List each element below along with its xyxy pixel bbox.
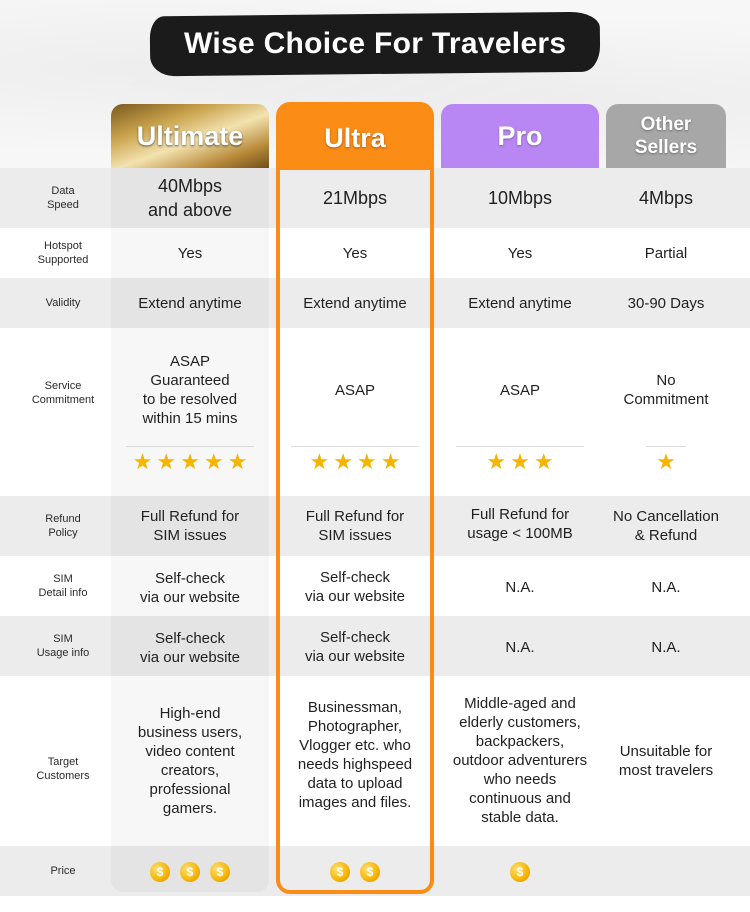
star-icon: ★ bbox=[357, 449, 377, 474]
row-label-refund bbox=[25, 496, 101, 556]
price-coins-other bbox=[606, 860, 726, 884]
cell-line: Unsuitable for bbox=[619, 743, 713, 760]
cell-line: Guaranteed bbox=[150, 372, 230, 389]
star-icon: ★ bbox=[132, 449, 153, 474]
label-line: Commitment bbox=[31, 394, 95, 406]
cell-validity-ultimate bbox=[111, 278, 269, 328]
cell-refund-ultra bbox=[276, 496, 434, 556]
label-line: Price bbox=[50, 865, 76, 877]
cell-line: 10Mbps bbox=[487, 188, 553, 208]
cell-line: video content bbox=[145, 743, 235, 760]
plan-name: Ultimate bbox=[136, 120, 244, 151]
row-label-sim-detail bbox=[25, 556, 101, 616]
dollar-coin-icon: $ bbox=[150, 862, 170, 882]
label-line: Validity bbox=[45, 297, 81, 309]
cell-hotspot-ultimate bbox=[111, 228, 269, 278]
cell-line: Extend anytime bbox=[303, 294, 407, 312]
divider bbox=[291, 446, 419, 447]
cell-service-ultra bbox=[276, 340, 434, 440]
cell-service-ultimate bbox=[111, 340, 269, 440]
plan-name-line: Sellers bbox=[634, 137, 698, 158]
cell-line: ASAP bbox=[499, 381, 541, 399]
cell-line: to be resolved bbox=[142, 391, 238, 408]
plan-header-other-sellers bbox=[606, 104, 726, 168]
row-label-sim-usage bbox=[25, 616, 101, 676]
cell-line: usage < 100MB bbox=[467, 525, 573, 542]
label-line: Detail info bbox=[38, 587, 88, 599]
label-line: Service bbox=[44, 380, 82, 392]
cell-refund-ultimate bbox=[111, 496, 269, 556]
cell-line: SIM issues bbox=[153, 527, 227, 544]
plan-header-pro bbox=[441, 104, 599, 168]
cell-line: via our website bbox=[304, 648, 406, 665]
cell-validity-ultra bbox=[276, 278, 434, 328]
price-coins-ultra bbox=[276, 860, 434, 884]
cell-line: 30-90 Days bbox=[627, 294, 705, 312]
label-line: Hotspot bbox=[44, 240, 82, 252]
cell-line: Businessman, bbox=[307, 699, 403, 716]
divider bbox=[126, 446, 254, 447]
cell-line: stable data. bbox=[481, 808, 559, 826]
cell-line: via our website bbox=[139, 649, 241, 666]
cell-line: Yes bbox=[342, 244, 368, 262]
cell-line: Extend anytime bbox=[138, 294, 242, 312]
cell-line: Middle-aged and bbox=[464, 694, 576, 712]
cell-line: Full Refund for bbox=[140, 508, 240, 525]
cell-line: Self-check bbox=[154, 570, 226, 587]
star-icon: ★ bbox=[203, 449, 224, 474]
cell-sim-detail-ultimate bbox=[111, 556, 269, 620]
cell-line: creators, bbox=[160, 762, 220, 779]
cell-line: Yes bbox=[177, 244, 203, 262]
cell-line: N.A. bbox=[505, 638, 535, 656]
row-label-validity bbox=[25, 278, 101, 328]
cell-line: N.A. bbox=[505, 578, 535, 596]
cell-validity-other bbox=[606, 278, 726, 328]
label-line: SIM bbox=[53, 633, 73, 645]
row-label-service bbox=[25, 328, 101, 458]
cell-line: professional bbox=[149, 781, 231, 798]
cell-line: and above bbox=[147, 200, 233, 220]
dollar-coin-icon: $ bbox=[330, 862, 350, 882]
dollar-coin-icon: $ bbox=[180, 862, 200, 882]
label-line: Customers bbox=[36, 769, 90, 782]
label-line: Refund bbox=[45, 513, 81, 525]
cell-line: No bbox=[656, 372, 676, 389]
cell-line: data to upload bbox=[307, 775, 403, 792]
cell-line: via our website bbox=[304, 588, 406, 605]
label-line: Speed bbox=[47, 199, 79, 211]
cell-sim-usage-pro bbox=[441, 616, 599, 678]
star-icon: ★ bbox=[227, 449, 248, 474]
star-rating-ultimate bbox=[111, 449, 269, 475]
dollar-coin-icon: $ bbox=[210, 862, 230, 882]
title-banner bbox=[150, 12, 601, 77]
plan-header-ultimate bbox=[111, 104, 269, 168]
cell-line: No Cancellation bbox=[613, 508, 719, 525]
cell-line: N.A. bbox=[651, 578, 681, 596]
star-icon: ★ bbox=[533, 449, 554, 474]
star-rating-ultra bbox=[276, 449, 434, 475]
cell-line: & Refund bbox=[634, 527, 698, 544]
cell-line: within 15 mins bbox=[142, 410, 238, 427]
star-icon: ★ bbox=[486, 449, 507, 474]
cell-refund-other bbox=[606, 496, 726, 556]
price-coins-pro bbox=[441, 860, 599, 884]
cell-target-ultimate bbox=[111, 696, 269, 826]
cell-target-other bbox=[606, 676, 726, 846]
cell-line: continuous and bbox=[469, 789, 571, 807]
row-label-target bbox=[25, 676, 101, 861]
cell-hotspot-other bbox=[606, 228, 726, 278]
plan-name-line: Other bbox=[640, 114, 692, 135]
cell-sim-detail-ultra bbox=[276, 556, 434, 618]
divider bbox=[646, 446, 686, 447]
cell-sim-usage-other bbox=[606, 616, 726, 678]
cell-line: Full Refund for bbox=[305, 508, 405, 525]
cell-sim-detail-pro bbox=[441, 556, 599, 618]
cell-service-pro bbox=[441, 340, 599, 440]
star-icon: ★ bbox=[380, 449, 401, 474]
cell-data-speed-ultra bbox=[276, 168, 434, 228]
star-icon: ★ bbox=[510, 449, 530, 474]
cell-line: who needs bbox=[483, 770, 557, 788]
cell-line: via our website bbox=[139, 589, 241, 606]
cell-line: backpackers, bbox=[475, 732, 565, 750]
cell-line: SIM issues bbox=[318, 527, 392, 544]
dollar-coin-icon: $ bbox=[360, 862, 380, 882]
star-icon: ★ bbox=[156, 449, 177, 474]
cell-line: gamers. bbox=[162, 800, 218, 817]
cell-line: elderly customers, bbox=[459, 713, 581, 731]
cell-line: High-end bbox=[159, 705, 221, 722]
plan-name: Ultra bbox=[324, 122, 386, 153]
cell-hotspot-ultra bbox=[276, 228, 434, 278]
label-line: Usage info bbox=[36, 647, 90, 659]
cell-line: N.A. bbox=[651, 638, 681, 656]
cell-line: most travelers bbox=[618, 762, 714, 779]
price-coins-ultimate bbox=[111, 860, 269, 884]
page-title: Wise Choice For Travelers bbox=[183, 27, 567, 61]
cell-line: 21Mbps bbox=[322, 188, 388, 208]
cell-sim-detail-other bbox=[606, 556, 726, 618]
label-line: SIM bbox=[53, 573, 73, 585]
cell-line: 4Mbps bbox=[638, 188, 694, 208]
cell-service-other bbox=[606, 340, 726, 440]
star-icon: ★ bbox=[309, 449, 330, 474]
cell-line: Vlogger etc. who bbox=[299, 737, 411, 754]
cell-target-ultra bbox=[276, 690, 434, 820]
cell-line: Self-check bbox=[319, 629, 391, 646]
row-label-data-speed bbox=[25, 168, 101, 228]
cell-line: Partial bbox=[644, 244, 688, 262]
label-line: Target bbox=[47, 755, 79, 768]
plan-header-ultra bbox=[280, 106, 430, 170]
row-label-hotspot bbox=[25, 228, 101, 278]
cell-hotspot-pro bbox=[441, 228, 599, 278]
cell-line: Full Refund for bbox=[470, 506, 570, 523]
star-icon: ★ bbox=[180, 449, 200, 474]
label-line: Policy bbox=[48, 527, 78, 539]
label-line: Supported bbox=[37, 254, 89, 266]
cell-line: outdoor adventurers bbox=[452, 751, 588, 769]
cell-line: Self-check bbox=[154, 630, 226, 647]
star-icon: ★ bbox=[656, 449, 676, 474]
cell-sim-usage-ultimate bbox=[111, 616, 269, 680]
cell-line: ASAP bbox=[334, 381, 376, 399]
cell-line: Photographer, bbox=[307, 718, 403, 735]
cell-line: Commitment bbox=[623, 391, 709, 408]
cell-line: Yes bbox=[507, 244, 533, 262]
cell-line: needs highspeed bbox=[297, 756, 413, 773]
cell-data-speed-pro bbox=[441, 168, 599, 228]
star-icon: ★ bbox=[333, 449, 353, 474]
cell-target-pro bbox=[441, 690, 599, 830]
dollar-coin-icon: $ bbox=[510, 862, 530, 882]
row-label-price bbox=[25, 846, 101, 896]
cell-validity-pro bbox=[441, 278, 599, 328]
cell-line: Extend anytime bbox=[468, 294, 572, 312]
cell-line: 40Mbps bbox=[157, 176, 223, 196]
cell-data-speed-other bbox=[606, 168, 726, 228]
cell-line: Self-check bbox=[319, 569, 391, 586]
cell-sim-usage-ultra bbox=[276, 616, 434, 678]
cell-line: business users, bbox=[137, 724, 243, 741]
divider bbox=[456, 446, 584, 447]
plan-name: Pro bbox=[497, 120, 543, 151]
cell-refund-pro bbox=[441, 496, 599, 552]
star-rating-pro bbox=[441, 449, 599, 475]
label-line: Data bbox=[51, 185, 75, 197]
cell-data-speed-ultimate bbox=[111, 168, 269, 228]
cell-line: ASAP bbox=[169, 353, 210, 370]
star-rating-other bbox=[606, 449, 726, 475]
cell-line: images and files. bbox=[298, 794, 412, 811]
